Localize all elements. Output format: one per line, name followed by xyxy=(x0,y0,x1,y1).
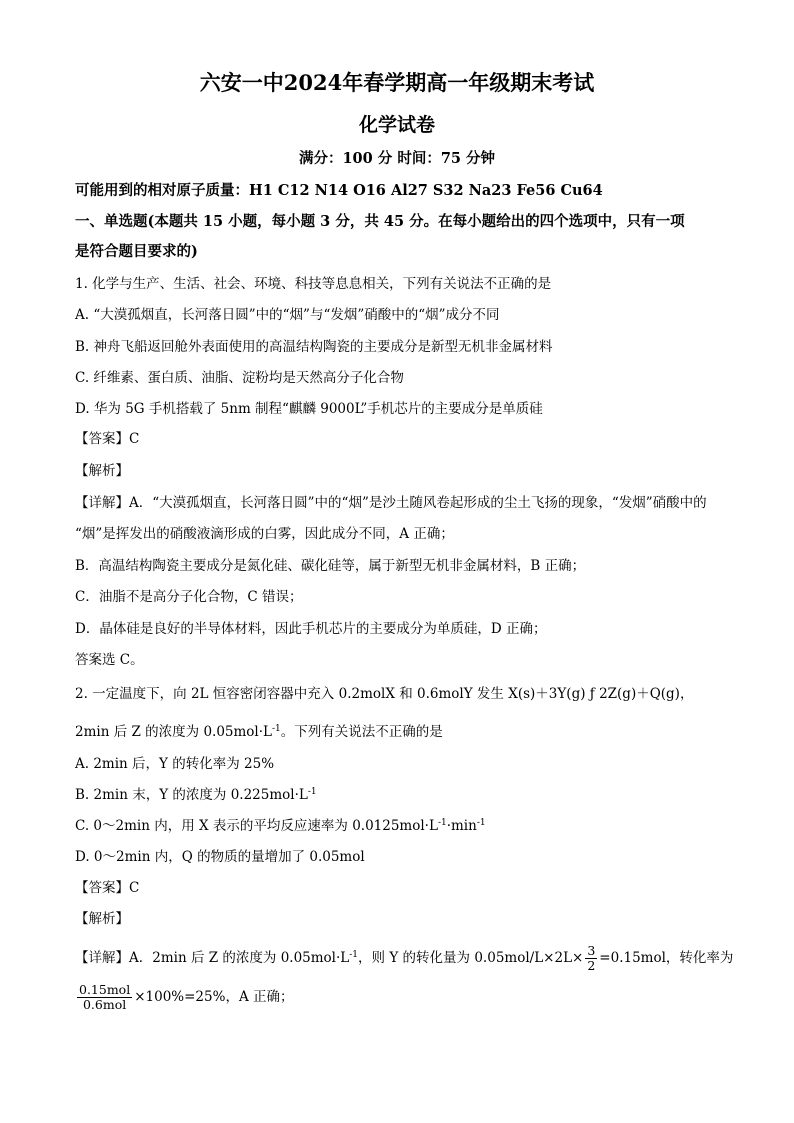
q2-option-c xyxy=(75,817,486,837)
q2-answer: 【答案】C xyxy=(75,880,140,896)
q1-option-b: B. 神舟飞船返回舱外表面使用的高温结构陶瓷的主要成分是新型无机非金属材料 xyxy=(75,339,553,355)
superscript: -1 xyxy=(437,818,447,828)
q1-analysis-label: 【解析】 xyxy=(75,463,129,479)
fraction-conversion xyxy=(77,983,132,1012)
q1-option-a: A. “大漠孤烟直，长河落日圆”中的“烟”与“发烟”硝酸中的“烟”成分不同 xyxy=(75,307,500,323)
superscript: -1 xyxy=(349,950,359,960)
q2-stem-line1 xyxy=(75,685,693,703)
q1-stem: 1. 化学与生产、生活、社会、环境、科技等息息相关，下列有关说法不正确的是 xyxy=(75,276,552,292)
q2-detail1-mid: ，则 Y 的转化量为 xyxy=(358,950,475,966)
q2-stem-line2 xyxy=(75,723,443,743)
q2-option-b xyxy=(75,786,317,806)
fraction-denominator: 0.6mol xyxy=(82,997,127,1012)
q1-option-d: D. 华为 5G 手机搭载了 5nm 制程“麒麟 9000L”手机芯片的主要成分是单质硅 xyxy=(75,401,543,417)
q2-detail-2 xyxy=(75,980,294,1014)
q1-option-c: C. 纤维素、蛋白质、油脂、淀粉均是天然高分子化合物 xyxy=(75,370,404,386)
q1-detail-5: D．晶体硅是良好的半导体材料，因此手机芯片的主要成分为单质硅，D 正确； xyxy=(75,621,547,637)
q2-stem-end: ， xyxy=(679,686,694,702)
q2-detail1-text: 【详解】A．2min 后 Z 的浓度为 0.05mol·L xyxy=(75,950,350,966)
section-heading-line2: 是符合题目要求的) xyxy=(75,243,198,260)
q1-detail-2: “烟”是挥发出的硝酸液滴形成的白雾，因此成分不同，A 正确； xyxy=(75,526,454,542)
fraction-numerator: 3 xyxy=(587,943,596,958)
exam-meta: 满分：100 分 时间：75 分钟 xyxy=(298,150,496,167)
q2-analysis-label: 【解析】 xyxy=(75,911,129,927)
q1-answer: 【答案】C xyxy=(75,431,140,447)
q2-option-d: D. 0～2min 内，Q 的物质的量增加了 0.05mol xyxy=(75,849,365,865)
fraction-denominator: 2 xyxy=(587,958,596,973)
q2-detail2-end: ，A 正确； xyxy=(225,989,294,1005)
q2-option-b-text: B. 2min 末，Y 的浓度为 0.225mol·L xyxy=(75,787,308,803)
exam-title: 六安一中2024年春学期高一年级期末考试 xyxy=(199,70,595,95)
q1-detail-3: B．高温结构陶瓷主要成分是氮化硅、碳化硅等，属于新型无机非金属材料，B 正确； xyxy=(75,558,586,574)
exam-subtitle: 化学试卷 xyxy=(358,114,435,136)
superscript: -1 xyxy=(272,724,281,734)
q1-detail-4: C．油脂不是高分子化合物，C 错误； xyxy=(75,589,303,605)
q1-conclusion: 答案选 C。 xyxy=(75,652,144,668)
q2-option-c-text: C. 0～2min 内，用 X 表示的平均反应速率为 0.0125mol·L xyxy=(75,818,438,834)
q2-stem2-end: 。下列有关说法不正确的是 xyxy=(280,724,443,740)
q2-reaction-equation: X(s)＋3Y(g) ƒ 2Z(g)＋Q(g) xyxy=(508,686,680,702)
q1-detail-1: 【详解】A．“大漠孤烟直，长河落日圆”中的“烟”是沙土随风卷起形成的尘土飞扬的现象，“发烟”硝酸中的 xyxy=(75,495,707,511)
superscript: -1 xyxy=(307,787,317,797)
fraction-numerator: 0.15mol xyxy=(79,982,131,997)
q2-stem-text: 2. 一定温度下，向 2L 恒容密闭容器中充入 0.2molX 和 0.6molY 发生 xyxy=(75,686,504,702)
fraction-3-over-2 xyxy=(585,944,597,973)
q2-detail-1 xyxy=(75,941,733,975)
q2-detail1-end: ，转化率为 xyxy=(665,950,734,966)
superscript: -1 xyxy=(476,818,486,828)
q2-option-a: A. 2min 后，Y 的转化率为 25% xyxy=(75,756,275,772)
q2-stem2-text: 2min 后 Z 的浓度为 0.05mol·L xyxy=(75,724,273,740)
q2-detail2-expression: ×100%=25% xyxy=(134,989,226,1005)
q2-option-c-unit: ·min xyxy=(446,818,477,834)
q2-detail1-result: =0.15mol xyxy=(599,950,666,966)
section-heading-line1: 一、单选题(本题共 15 小题，每小题 3 分，共 45 分。在每小题给出的四个选项中，只有一项 xyxy=(75,213,685,230)
q2-detail1-expression: 0.05mol/L×2L× xyxy=(474,950,584,966)
atomic-masses: 可能用到的相对原子质量：H1 C12 N14 O16 Al27 S32 Na23 Fe56 Cu64 xyxy=(75,182,603,199)
